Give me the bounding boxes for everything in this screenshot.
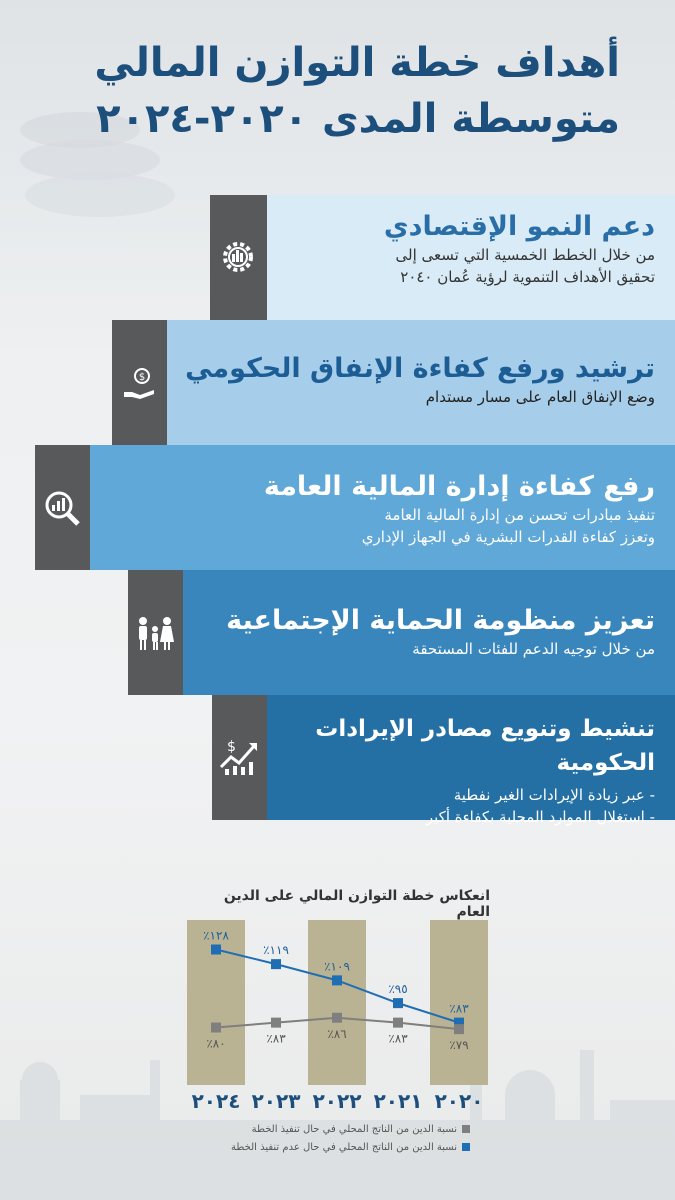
data-point — [332, 975, 342, 985]
legend-label: نسبة الدين من الناتج المحلي في حال تنفيذ الخطة — [251, 1124, 457, 1135]
goal-desc: - عبر زيادة الإيرادات الغير نفطية — [453, 786, 655, 804]
goal-title: تعزيز منظومة الحماية الإجتماعية — [226, 605, 655, 636]
data-label: ٪٨٣ — [266, 1031, 286, 1046]
goal-title: رفع كفاءة إدارة المالية العامة — [263, 471, 655, 502]
year-tick-label: ٢٠٢٣ — [251, 1089, 301, 1113]
legend-swatch-blue — [462, 1143, 470, 1151]
data-point — [454, 1024, 464, 1034]
data-label: ٪١٠٩ — [324, 959, 350, 974]
data-point — [393, 998, 403, 1008]
goal-desc: - استغلال الموارد المحلية بكفاءة أكبر — [425, 808, 655, 826]
legend-item-with-plan — [200, 1124, 470, 1135]
year-tick-label: ٢٠٢٢ — [312, 1089, 362, 1113]
data-point — [271, 1018, 281, 1028]
goal-title: ترشيد ورفع كفاءة الإنفاق الحكومي — [185, 353, 655, 384]
legend-swatch-gray — [462, 1125, 470, 1133]
data-label: ٪١١٩ — [263, 943, 289, 958]
data-point — [271, 959, 281, 969]
data-point — [211, 1023, 221, 1033]
chart-title: انعكاس خطة التوازن المالي على الدين العام — [223, 888, 490, 920]
goal-desc: من خلال توجيه الدعم للفئات المستحقة — [412, 640, 655, 658]
data-point — [393, 1018, 403, 1028]
data-label: ٪١٢٨ — [203, 928, 229, 943]
data-label: ٪٩٥ — [388, 982, 408, 997]
year-tick-label: ٢٠٢٠ — [434, 1089, 484, 1113]
data-label: ٪٨٠ — [206, 1036, 226, 1051]
svg-text:$: $ — [138, 372, 146, 383]
legend-item-without-plan — [200, 1142, 470, 1153]
goal-desc: تنفيذ مبادرات تحسن من إدارة المالية العامة — [384, 506, 655, 524]
goal-desc: تحقيق الأهداف التنموية لرؤية عُمان ٢٠٤٠ — [400, 268, 655, 286]
goal-desc: من خلال الخطط الخمسية التي تسعى إلى — [395, 246, 655, 264]
data-label: ٪٨٣ — [449, 1001, 469, 1016]
goal-desc: وتعزز كفاءة القدرات البشرية في الجهاز الإداري — [361, 528, 655, 546]
data-point — [211, 945, 221, 955]
goal-title: تنشيط وتنويع مصادر الإيرادات الحكومية — [315, 716, 655, 776]
data-label: ٪٨٦ — [327, 1026, 347, 1041]
page-title-line-2: متوسطة المدى ٢٠٢٠-٢٠٢٤ — [96, 96, 620, 142]
year-tick-label: ٢٠٢٤ — [191, 1089, 241, 1113]
data-point — [332, 1013, 342, 1023]
svg-text:$: $ — [227, 739, 236, 755]
goal-title: دعم النمو الإقتصادي — [383, 211, 655, 242]
data-label: ٪٧٩ — [449, 1038, 469, 1053]
legend-label: نسبة الدين من الناتج المحلي في حال عدم تنفيذ الخطة — [231, 1142, 457, 1153]
page-title-line-1: أهداف خطة التوازن المالي — [94, 40, 620, 86]
year-highlight-column — [308, 920, 366, 1085]
data-label: ٪٨٣ — [388, 1031, 408, 1046]
year-tick-label: ٢٠٢١ — [373, 1089, 423, 1113]
goal-desc: وضع الإنفاق العام على مسار مستدام — [425, 388, 655, 406]
